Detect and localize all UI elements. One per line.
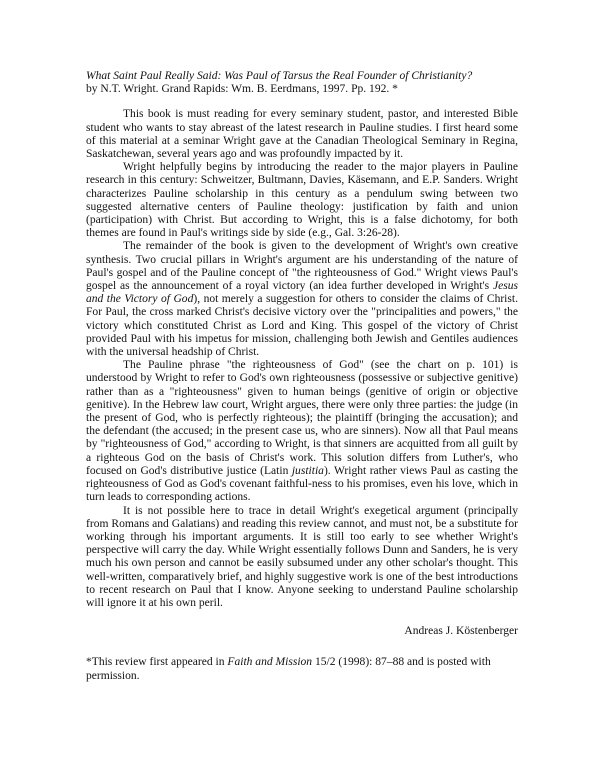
paragraph-run-text: The remainder of the book is given to the development of Wright's own creative synthesis. Two crucial pillars in Wright's argument are his understanding of the nature of Paul's gospel and of the Pauline concept of "the righteousness of God." Wright views Paul's gospel as the announcement of a royal victory (an idea further developed in Wright's [86, 240, 518, 293]
review-page [86, 70, 518, 683]
footnote-run-text: *This review first appeared in [86, 656, 228, 669]
body-paragraph [86, 359, 518, 504]
body-paragraph [86, 505, 518, 611]
paragraph-run-italic-text: justitia [291, 464, 324, 477]
book-title: What Saint Paul Really Said: Was Paul of Tarsus the Real Founder of Christianity? [86, 70, 473, 82]
paragraph-run-text: ), not merely a suggestion for others to consider the claims of Christ. For Paul, the cross marked Christ's decisive victory over the "principalities and powers," the victory which constituted Christ as Lord and King. This gospel of the victory of Christ provided Paul with his impetus for mission, challenging both Jewish and Gentiles audiences with the universal headship of Christ. [86, 293, 518, 359]
paragraph-run-text: ). Wright rather views Paul as casting the righteousness of God as God's covenant faithful-ness to his promises, even his love, which in turn leads to corresponding actions. [86, 464, 518, 504]
body-paragraph [86, 161, 518, 240]
paragraph-run-text: The Pauline phrase "the righteousness of God" (see the chart on p. 101) is understood by Wright to refer to God's own righteousness (possessive or subjective genitive) rather than as a "righteousness" given to human beings (genitive of origin or objective genitive). In the Hebrew law court, Wright argues, there were only three parties: the judge (in the present of God, who is perfectly righteous); the plaintiff (bringing the accusation); and the defendant (the accused; in the present case us, who are sinners). Now all that Paul means by "righteousness of God," according to Wright, is that sinners are acquitted from all guilt by a righteous God on the basis of Christ's work. This solution differs from Luther's, who focused on God's distributive justice (Latin [86, 359, 518, 477]
footnote-run-text: 15/2 (1998): 87–88 and is posted with permission. [86, 656, 491, 682]
bibliographic-line: by N.T. Wright. Grand Rapids: Wm. B. Eerdmans, 1997. Pp. 192. * [86, 83, 398, 96]
body-paragraph [86, 240, 518, 359]
paragraph-run-text: Wright helpfully begins by introducing the reader to the major players in Pauline research in this century: Schweitzer, Bultmann, Davies, Käsemann, and E.P. Sanders. Wright characterizes Pauline scholarship in this century as a pendulum swing between two suggested alternative centers of Pauline theology: justification by faith and union (participation) with Christ. But according to Wright, this is a false dichotomy, for both themes are found in Paul's writings side by side (e.g., Gal. 3:26-28). [86, 161, 518, 240]
body-paragraph [86, 108, 518, 161]
reviewer-name: Andreas J. Köstenberger [404, 625, 518, 638]
paragraph-run-italic-text: Jesus and the Victory of God [86, 280, 518, 306]
footnote-run-italic-text: Faith and Mission [227, 656, 313, 669]
paragraph-run-text: It is not possible here to trace in detail Wright's exegetical argument (principally from Romans and Galatians) and reading this review cannot, and must not, be a substitute for working through his important arguments. It is still too early to see whether Wright's perspective will carry the day. While Wright essentially follows Dunn and Sanders, he is very much his own person and cannot be easily subsumed under any other scholar's thought. This well-written, comparatively brief, and highly suggestive work is one of the best introductions to recent research on Paul that I know. Anyone seeking to understand Pauline scholarship will ignore it at his own peril. [86, 504, 518, 609]
paragraph-run-text: This book is must reading for every seminary student, pastor, and interested Bible student who wants to stay abreast of the latest research in Pauline studies. I first heard some of this material at a seminar Wright gave at the Canadian Theological Seminary in Regina, Saskatchewan, several years ago and was profoundly impacted by it. [86, 108, 518, 161]
footnote [86, 656, 518, 682]
